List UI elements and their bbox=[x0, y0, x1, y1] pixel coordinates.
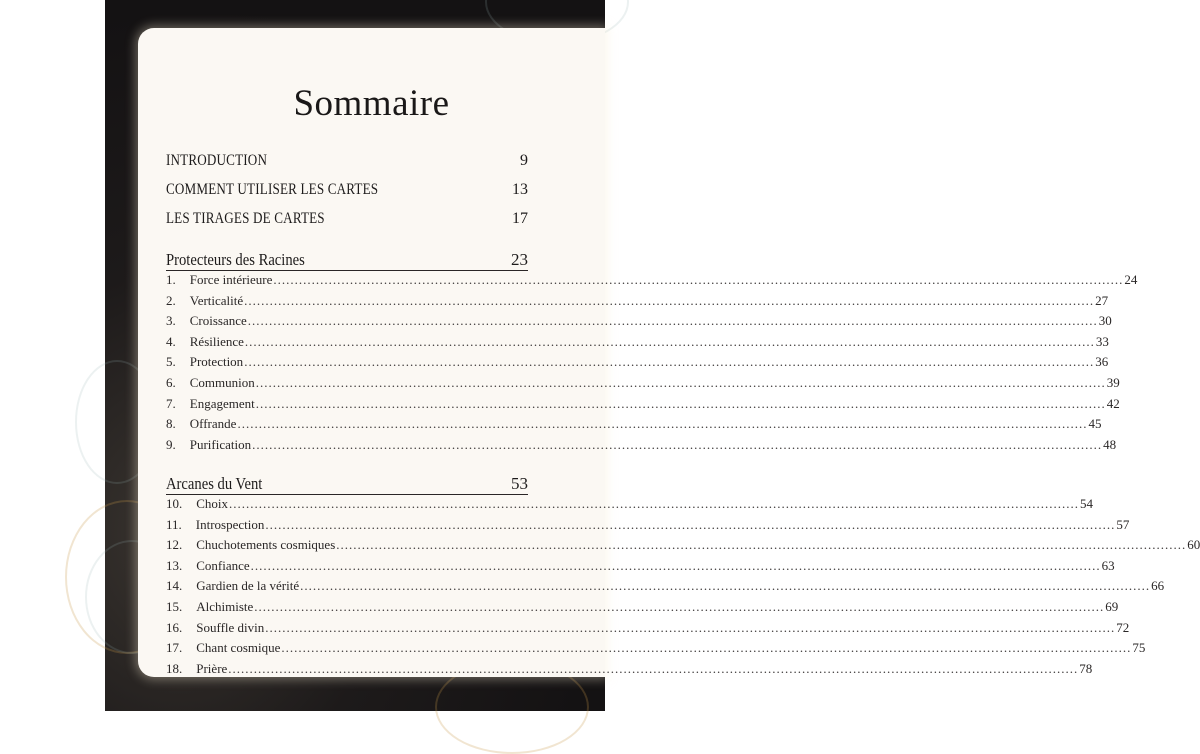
dot-leader: ........................................................................................................................................................................................................ bbox=[254, 599, 1105, 614]
toc-entry-page: 60 bbox=[1187, 537, 1200, 553]
toc-entry-number: 16. bbox=[166, 619, 183, 635]
toc-entry-number: 6. bbox=[166, 375, 176, 390]
toc-entry-number: 3. bbox=[166, 313, 176, 329]
toc-entry[interactable] bbox=[166, 557, 1115, 578]
section-heading[interactable] bbox=[166, 249, 528, 271]
toc-entry[interactable] bbox=[166, 640, 1146, 660]
section-heading-label: Arcanes du Vent bbox=[166, 474, 263, 493]
dot-leader: ........................................................................................................................................................................................................ bbox=[273, 272, 1124, 287]
toc-entry[interactable] bbox=[166, 354, 1109, 374]
contents-page bbox=[138, 28, 1200, 677]
section-heading[interactable] bbox=[166, 473, 528, 495]
toc-entry-page: 30 bbox=[1098, 313, 1112, 329]
section-heading-page: 53 bbox=[511, 474, 528, 493]
intro-item[interactable] bbox=[166, 208, 528, 230]
toc-entry-title: Prière bbox=[196, 660, 228, 676]
toc-entry-title: Confiance bbox=[196, 557, 250, 573]
toc-entry-page: 42 bbox=[1106, 395, 1120, 411]
section-heading-label: Protecteurs des Racines bbox=[166, 250, 305, 269]
toc-entry-number: 11. bbox=[166, 516, 182, 532]
toc-entry[interactable] bbox=[166, 395, 1120, 416]
page-title: Sommaire bbox=[293, 83, 450, 124]
toc-entry[interactable] bbox=[166, 537, 1200, 557]
dot-leader: ........................................................................................................................................................................................................ bbox=[265, 516, 1116, 532]
toc-entry-number: 4. bbox=[166, 333, 176, 349]
toc-entry-title: Gardien de la vérité bbox=[196, 578, 300, 594]
toc-entry-title: Choix bbox=[196, 496, 229, 511]
section-divider bbox=[166, 494, 528, 495]
toc-entry-number: 15. bbox=[166, 599, 183, 614]
toc-entry-number: 17. bbox=[166, 640, 183, 656]
toc-entry-page: 72 bbox=[1116, 619, 1130, 635]
toc-entry-number: 2. bbox=[166, 292, 176, 308]
intro-item-page: 17 bbox=[512, 210, 528, 227]
dot-leader: ........................................................................................................................................................................................................ bbox=[244, 292, 1095, 308]
toc-entry-number: 8. bbox=[166, 416, 176, 432]
section-divider bbox=[166, 270, 528, 271]
dot-leader: ........................................................................................................................................................................................................ bbox=[336, 537, 1187, 553]
dot-leader: ........................................................................................................................................................................................................ bbox=[250, 557, 1101, 573]
toc-entry-title: Verticalité bbox=[189, 292, 244, 308]
toc-entry-page: 75 bbox=[1132, 640, 1146, 656]
dot-leader: ........................................................................................................................................................................................................ bbox=[237, 416, 1088, 432]
section-heading-page: 23 bbox=[511, 250, 528, 269]
toc-entry-page: 27 bbox=[1095, 292, 1109, 308]
dot-leader: ........................................................................................................................................................................................................ bbox=[300, 578, 1151, 594]
toc-entry-page: 33 bbox=[1095, 333, 1109, 349]
toc-entry-number: 18. bbox=[166, 660, 183, 676]
toc-entry-title: Purification bbox=[189, 436, 252, 452]
toc-entry[interactable] bbox=[166, 660, 1093, 681]
toc-entry-number: 7. bbox=[166, 395, 176, 411]
toc-entry-page: 45 bbox=[1088, 416, 1102, 432]
toc-entry-title: Résilience bbox=[189, 333, 244, 349]
toc-entry-number: 1. bbox=[166, 272, 176, 287]
dot-leader: ........................................................................................................................................................................................................ bbox=[247, 313, 1098, 329]
toc-entry-title: Offrande bbox=[189, 416, 237, 432]
toc-entry-number: 9. bbox=[166, 436, 176, 452]
dot-leader: ........................................................................................................................................................................................................ bbox=[252, 436, 1103, 452]
toc-entry[interactable] bbox=[166, 436, 1117, 457]
intro-item-label: INTRODUCTION bbox=[166, 152, 268, 169]
dot-leader: ........................................................................................................................................................................................................ bbox=[255, 395, 1106, 411]
intro-item-page: 9 bbox=[520, 152, 528, 169]
intro-item[interactable] bbox=[166, 150, 528, 172]
toc-entry-title: Engagement bbox=[189, 395, 255, 411]
toc-entry-page: 66 bbox=[1151, 578, 1165, 594]
toc-entry-title: Chuchotements cosmiques bbox=[196, 537, 336, 553]
toc-entry-page: 54 bbox=[1080, 496, 1094, 511]
toc-entry-number: 13. bbox=[166, 557, 183, 573]
toc-entry-number: 14. bbox=[166, 578, 183, 594]
dot-leader: ........................................................................................................................................................................................................ bbox=[255, 375, 1106, 390]
dot-leader: ........................................................................................................................................................................................................ bbox=[265, 619, 1116, 635]
toc-entry-title: Protection bbox=[189, 354, 244, 370]
toc-entry-page: 69 bbox=[1105, 599, 1119, 614]
toc-entry-page: 57 bbox=[1116, 516, 1130, 532]
toc-entry[interactable] bbox=[166, 619, 1130, 640]
toc-entry-number: 12. bbox=[166, 537, 183, 553]
toc-entry-title: Souffle divin bbox=[196, 619, 265, 635]
toc-entry[interactable] bbox=[166, 416, 1102, 436]
toc-entry-title: Communion bbox=[189, 375, 255, 390]
toc-entry-title: Introspection bbox=[195, 516, 265, 532]
toc-entry-number: 10. bbox=[166, 496, 183, 511]
dot-leader: ........................................................................................................................................................................................................ bbox=[244, 354, 1095, 370]
toc-entry-page: 48 bbox=[1103, 436, 1117, 452]
toc-entry-page: 78 bbox=[1079, 660, 1093, 676]
toc-entry[interactable] bbox=[166, 292, 1109, 313]
dot-leader: ........................................................................................................................................................................................................ bbox=[244, 333, 1095, 349]
toc-entry-title: Force intérieure bbox=[189, 272, 273, 287]
toc-entry[interactable] bbox=[166, 375, 1120, 395]
toc-entry-page: 36 bbox=[1095, 354, 1109, 370]
toc-entry-number: 5. bbox=[166, 354, 176, 370]
toc-entry-title: Croissance bbox=[189, 313, 247, 329]
dot-leader: ........................................................................................................................................................................................................ bbox=[228, 660, 1079, 676]
toc-entry[interactable] bbox=[166, 333, 1109, 354]
toc-entry-page: 24 bbox=[1124, 272, 1138, 287]
intro-item[interactable] bbox=[166, 179, 528, 201]
toc-entry-title: Chant cosmique bbox=[196, 640, 281, 656]
toc-entry[interactable] bbox=[166, 578, 1165, 598]
toc-entry[interactable] bbox=[166, 496, 1094, 516]
dot-leader: ........................................................................................................................................................................................................ bbox=[229, 496, 1080, 511]
toc-entry[interactable] bbox=[166, 516, 1130, 537]
toc-entry-title: Alchimiste bbox=[196, 599, 254, 614]
toc-entry[interactable] bbox=[166, 272, 1138, 292]
toc-entry[interactable] bbox=[166, 599, 1119, 619]
toc-entry-page: 39 bbox=[1106, 375, 1120, 390]
intro-item-label: COMMENT UTILISER LES CARTES bbox=[166, 181, 379, 198]
dot-leader: ........................................................................................................................................................................................................ bbox=[281, 640, 1132, 656]
intro-item-page: 13 bbox=[512, 181, 528, 198]
intro-item-label: LES TIRAGES DE CARTES bbox=[166, 210, 325, 227]
toc-entry-page: 63 bbox=[1101, 557, 1115, 573]
toc-entry[interactable] bbox=[166, 313, 1112, 333]
